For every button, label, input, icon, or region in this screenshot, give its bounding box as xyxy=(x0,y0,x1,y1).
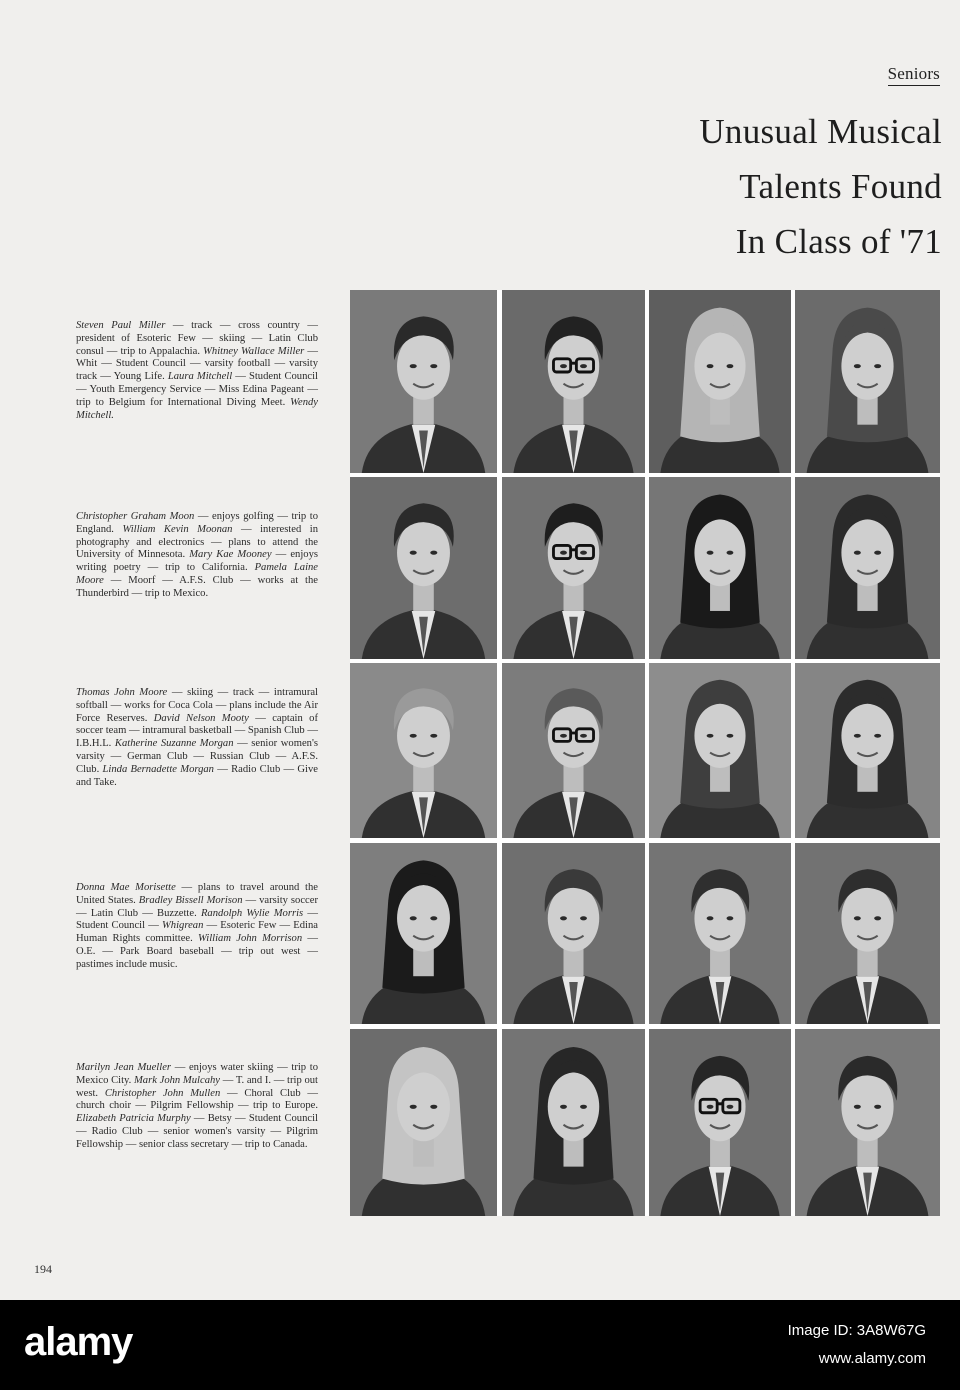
portrait-figure xyxy=(502,1029,645,1216)
student-details: — varsity soccer — Latin Club — Buzzette. xyxy=(76,894,318,919)
bio-block-1 xyxy=(76,320,318,422)
student-name: Pamela Laine Moore xyxy=(76,562,319,586)
portrait-figure xyxy=(795,1029,940,1216)
student-name: Thomas John Moore xyxy=(76,687,168,698)
student-name: Christopher John Mullen xyxy=(104,1087,221,1099)
portrait-figure xyxy=(649,290,791,473)
student-portrait xyxy=(649,1029,791,1216)
portrait-figure xyxy=(350,1029,497,1216)
portrait-figure xyxy=(502,290,645,473)
student-details: — Radio Club — Give and Take. xyxy=(76,763,318,788)
portrait-grid xyxy=(350,290,940,1216)
student-details: — Betsy — Student Council — Radio Club — senior women's varsity — Pilgrim Fellowship — senior class secretary — trip to Canada. xyxy=(76,1113,318,1150)
portrait-figure xyxy=(350,843,497,1024)
student-details: — Student Council — Youth Emergency Service — Miss Edina Pageant — trip to Belgium for International Diving Meet. xyxy=(76,371,318,408)
headline-line-1: Unusual Musical xyxy=(699,112,942,151)
portrait-figure xyxy=(795,663,940,838)
portrait-figure xyxy=(795,477,940,659)
student-portrait xyxy=(350,663,497,838)
student-portrait xyxy=(350,843,497,1024)
watermark-bar xyxy=(0,1300,960,1390)
watermark-image-id: Image ID: 3A8W67G xyxy=(787,1322,926,1339)
student-portrait xyxy=(350,1029,497,1216)
portrait-figure xyxy=(649,477,791,659)
student-name: Mark John Mulcahy xyxy=(133,1074,220,1086)
headline-line-3: In Class of '71 xyxy=(735,222,942,261)
portrait-figure xyxy=(350,477,497,659)
student-portrait xyxy=(350,477,497,659)
student-details: — plans to travel around the United States. xyxy=(76,882,318,906)
student-details: — enjoys water skiing — trip to Mexico City. xyxy=(76,1062,318,1086)
student-details: — interested in photography and electronics — plans to attend the University of Minnesota. xyxy=(76,523,318,561)
student-name: Bradley Bissell Morison xyxy=(138,894,243,906)
student-name: Whigrean xyxy=(161,920,204,932)
portrait-figure xyxy=(350,663,497,838)
student-portrait xyxy=(350,290,497,473)
student-portrait xyxy=(795,843,940,1024)
portrait-figure xyxy=(795,843,940,1024)
portrait-figure xyxy=(502,477,645,659)
watermark-url: www.alamy.com xyxy=(818,1350,926,1367)
portrait-figure xyxy=(502,663,645,838)
student-details: — Esoteric Few — Edina Human Rights committee. xyxy=(76,920,318,945)
student-name: Donna Mae Morisette xyxy=(76,882,176,893)
student-name: David Nelson Mooty xyxy=(153,712,249,724)
student-portrait xyxy=(649,843,791,1024)
student-portrait xyxy=(502,1029,645,1216)
student-details: — enjoys golfing — trip to England. xyxy=(76,511,318,535)
student-portrait xyxy=(502,477,645,659)
student-portrait xyxy=(795,1029,940,1216)
student-details: — Choral Club — church choir — Pilgrim Fellowship — trip to Europe. xyxy=(76,1087,319,1112)
student-details: — senior women's varsity — German Club — Russian Club — A.F.S. Club. xyxy=(76,738,318,775)
portrait-figure xyxy=(795,290,940,473)
section-label: Seniors xyxy=(888,64,940,86)
student-name: Wendy Mitchell. xyxy=(76,396,318,421)
student-portrait xyxy=(795,477,940,659)
portrait-figure xyxy=(649,1029,791,1216)
student-details: — skiing — track — intramural softball — works for Coca Cola — plans include the Air Force Reserves. xyxy=(76,687,319,724)
headline-line-2: Talents Found xyxy=(739,167,942,206)
student-details: — O.E. — Park Board baseball — trip out west — pastimes include music. xyxy=(76,933,318,970)
bio-block-2 xyxy=(76,511,318,601)
bio-block-3 xyxy=(76,687,318,789)
student-name: Laura Mitchell xyxy=(167,371,233,383)
portrait-figure xyxy=(350,290,497,473)
student-name: Mary Kae Mooney xyxy=(189,549,272,561)
student-name: William Kevin Moonan xyxy=(122,523,233,535)
student-portrait xyxy=(795,663,940,838)
student-details: — Whit — Student Council — varsity football — varsity track — Young Life. xyxy=(76,345,318,383)
page-headline xyxy=(699,104,942,269)
portrait-figure xyxy=(502,843,645,1024)
student-details: — Student Council — xyxy=(76,907,318,932)
student-name: Whitney Wallace Miller xyxy=(203,345,305,357)
student-details: — Moorf — A.F.S. Club — works at the Thunderbird — trip to Mexico. xyxy=(76,574,318,599)
student-portrait xyxy=(502,843,645,1024)
student-details: — captain of soccer team — intramural basketball — Spanish Club — I.B.H.L. xyxy=(76,712,318,750)
student-portrait xyxy=(649,477,791,659)
student-name: Randolph Wylie Morris xyxy=(200,907,304,919)
watermark-logo: alamy xyxy=(24,1320,133,1364)
student-name: Elizabeth Patricia Murphy xyxy=(76,1113,191,1125)
bio-block-5 xyxy=(76,1062,318,1152)
student-name: Marilyn Jean Mueller xyxy=(76,1062,172,1073)
portrait-figure xyxy=(649,843,791,1024)
student-portrait xyxy=(649,663,791,838)
student-portrait xyxy=(502,663,645,838)
student-details: — track — cross country — president of Esoteric Few — skiing — Latin Club consul — trip to Appalachia. xyxy=(76,320,318,357)
portrait-figure xyxy=(649,663,791,838)
page-number: 194 xyxy=(34,1262,52,1276)
student-name: Christopher Graham Moon xyxy=(76,511,195,522)
student-name: Katherine Suzanne Morgan xyxy=(114,738,234,750)
student-name: William John Morrison xyxy=(198,933,303,945)
student-name: Steven Paul Miller xyxy=(76,320,166,331)
student-details: — T. and I. — trip out west. xyxy=(76,1074,318,1099)
student-portrait xyxy=(795,290,940,473)
student-portrait xyxy=(649,290,791,473)
student-name: Linda Bernadette Morgan xyxy=(102,763,214,775)
bio-block-4 xyxy=(76,882,318,972)
student-details: — enjoys writing poetry — trip to California. xyxy=(76,549,318,574)
student-portrait xyxy=(502,290,645,473)
